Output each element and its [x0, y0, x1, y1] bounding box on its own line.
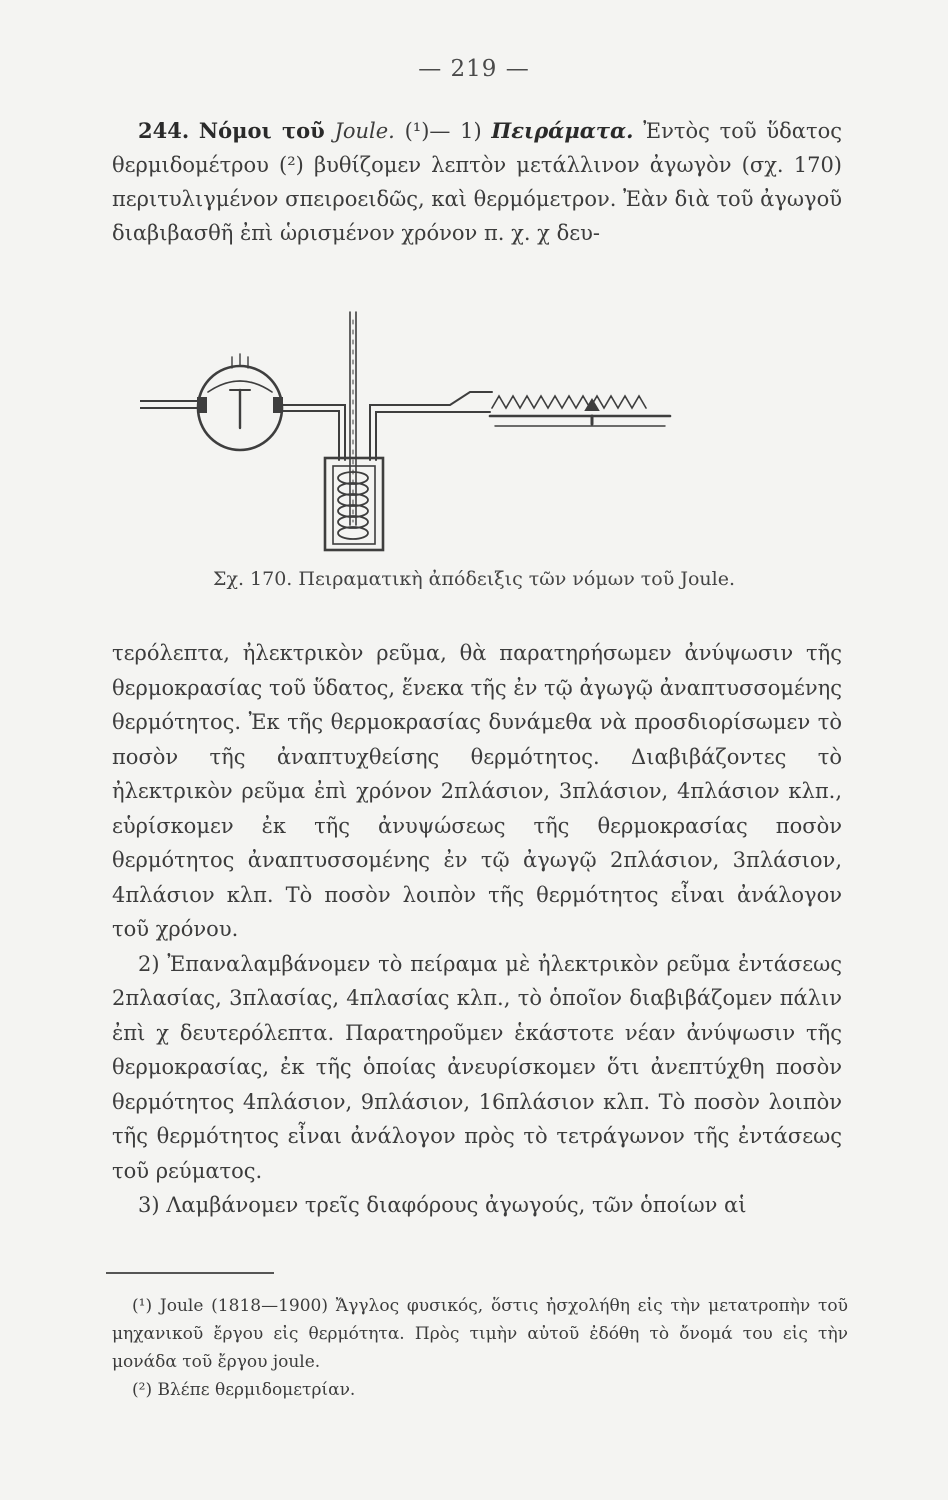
intro-text: Ἐντὸς τοῦ ὕδατος θερμιδομέτρου (²) βυθίζομεν λεπτὸν μετάλλινον ἀγωγὸν (σχ. 170) περιτυλιγμένον σπειροειδῶς, καὶ θερμόμετρον. Ἐὰν διὰ τοῦ ἀγωγοῦ διαβιβασθῆ ἐπὶ ὡρισμένον χρόνον π. χ. χ δευ-	[112, 119, 842, 245]
section-title-name: Joule.	[334, 119, 395, 143]
figure-caption: Σχ. 170. Πειραματικὴ ἀπόδειξις τῶν νόμων τοῦ Joule.	[213, 568, 735, 590]
section-heading-paragraph	[112, 114, 842, 250]
page-number: — 219 —	[418, 56, 530, 82]
footnote-2-mark: (²)	[132, 1380, 153, 1400]
paragraph-law-2: 2) Ἐπαναλαμβάνομεν τὸ πείραμα μὲ ἠλεκτρικὸν ρεῦμα ἐντάσεως 2πλασίας, 3πλασίας, 4πλασίας κλπ., τὸ ὁποῖον διαβιβάζομεν πάλιν ἐπὶ χ δευτερόλεπτα. Παρατηροῦμεν ἑκάστοτε νέαν ἀνύψωσιν τῆς θερμοκρασίας, ἐκ τῆς ὁποίας ἀνευρίσκομεν ὅτι ἀνεπτύχθη ποσὸν θερμότητος 4πλάσιον, 9πλάσιον, 16πλάσιον κλπ. Τὸ ποσὸν λοιπὸν τῆς θερμότητος εἶναι ἀνάλογον πρὸς τὸ τετράγωνον τῆς ἐντάσεως τοῦ ρεύματος.	[112, 951, 842, 1183]
ammeter-terminal-left	[198, 398, 206, 412]
subsection-label: 1)	[460, 119, 482, 143]
subsection-title: Πειράματα.	[491, 118, 634, 143]
footnote-divider	[106, 1272, 274, 1274]
joule-apparatus-figure	[140, 300, 680, 560]
footnotes	[112, 1292, 848, 1404]
footnote-1-text: Joule (1818—1900) Ἄγγλος φυσικός, ὅστις ἠσχολήθη εἰς τὴν μετατροπὴν τοῦ μηχανικοῦ ἔργου εἰς θερμότητα. Πρὸς τιμὴν αὐτοῦ ἐδόθη τὸ ὄνομά του εἰς τὴν μονάδα τοῦ ἔργου joule.	[112, 1296, 848, 1372]
paragraph-law-3: 3) Λαμβάνομεν τρεῖς διαφόρους ἀγωγούς, τῶν ὁποίων αἱ	[138, 1193, 747, 1217]
footnote-ref-1: (¹)	[404, 119, 430, 143]
footnote-1	[112, 1292, 848, 1376]
footnote-2	[112, 1376, 848, 1404]
ammeter-terminal-right	[274, 398, 282, 412]
section-number: 244.	[138, 118, 190, 143]
rheostat-zigzag	[492, 396, 646, 408]
section-intro	[112, 114, 842, 250]
body-text	[112, 636, 842, 1223]
heading-dash: —	[429, 119, 451, 143]
section-title: Νόμοι τοῦ	[198, 118, 325, 143]
footnote-1-mark: (¹)	[132, 1296, 153, 1316]
footnote-2-text: Βλέπε θερμιδομετρίαν.	[157, 1380, 356, 1400]
paragraph-continuation: τερόλεπτα, ἠλεκτρικὸν ρεῦμα, θὰ παρατηρήσωμεν ἀνύψωσιν τῆς θερμοκρασίας τοῦ ὕδατος, ἕνεκα τῆς ἐν τῷ ἀγωγῷ ἀναπτυσσομένης θερμότητος. Ἐκ τῆς θερμοκρασίας δυνάμεθα νὰ προσδιορίσωμεν τὸ ποσὸν τῆς ἀναπτυχθείσης θερμότητος. Διαβιβάζοντες τὸ ἠλεκτρικὸν ρεῦμα ἐπὶ χρόνον 2πλάσιον, 3πλάσιον, 4πλάσιον κλπ., εὑρίσκομεν ἐκ τῆς ἀνυψώσεως τῆς θερμοκρασίας ποσὸν θερμότητος ἀναπτυσσομένης ἐν τῷ ἀγωγῷ 2πλάσιον, 3πλάσιον, 4πλάσιον κλπ. Τὸ ποσὸν λοιπὸν τῆς θερμότητος εἶναι ἀνάλογον τοῦ χρόνου.	[112, 641, 842, 941]
wire-ammeter-to-calorimeter	[282, 405, 345, 460]
wire-calorimeter-to-rheostat	[370, 392, 492, 460]
